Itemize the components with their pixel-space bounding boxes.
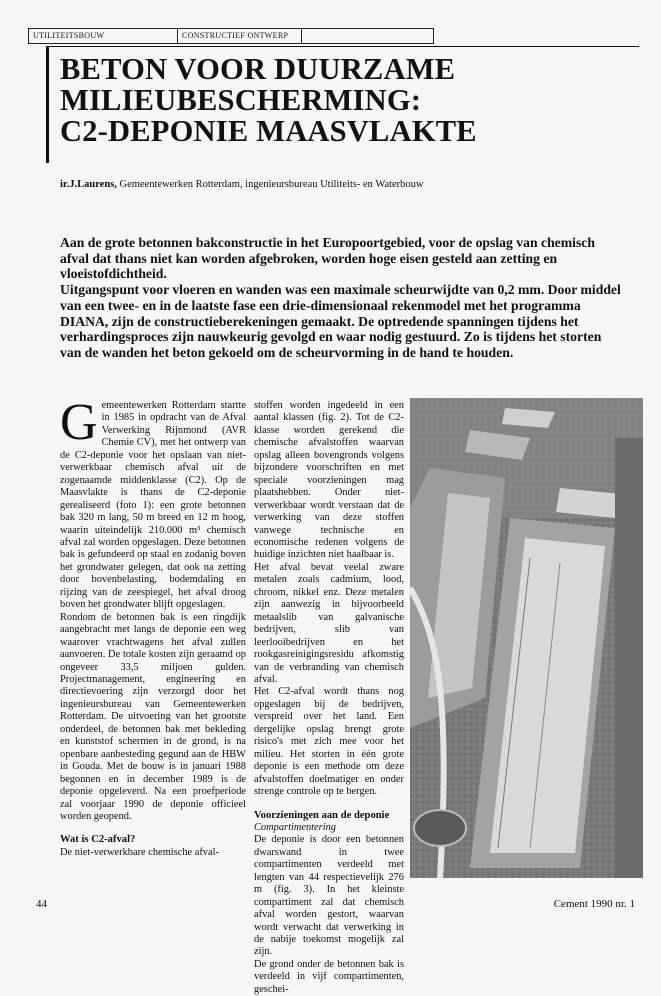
header-empty-cell — [302, 29, 433, 43]
paragraph-text: De niet-verwerkbare chemische afval- — [60, 846, 219, 858]
paragraph-text: Het C2-afval wordt thans nog opgeslagen bij de bedrijven, verspreid over het land. Een dergelijke opslag brengt grote risico's met zich mee voor het milieu. Het storten in één grote deponie is een methode om deze afvalstoffen doelmatiger en onder strenge controle op te bergen. — [254, 686, 404, 798]
lead-text-1: Aan de grote betonnen bakconstructie in het Europoortgebied, voor de opslag van chemisch afval dat thans niet kan worden afgebroken, worden hoge eisen gesteld aan zetting en vloeistofdichtheid. — [60, 235, 595, 282]
paragraph-text: De deponie is door een betonnen dwarswand in twee compartimenten verdeeld met lengten van 44 respectievelijk 276 m (fig. 3). In het kleinste compartiment zal dat chemisch afval worden gestort, waarvan wordt verwacht dat verwerking in de nabije toekomst mogelijk zal zijn. — [254, 834, 404, 958]
title-line-3: C2-DEPONIE MAASVLAKTE — [60, 114, 477, 148]
journal-footer: Cement 1990 nr. 1 — [553, 898, 635, 910]
article-title — [60, 54, 630, 147]
title-line-1: BETON VOOR DUURZAME — [60, 52, 456, 86]
page-number: 44 — [36, 898, 47, 910]
subsection-heading: Compartimentering — [254, 821, 336, 833]
paragraph-text: Het afval bevat veelal zware metalen zoals cadmium, lood, chroom, nikkel enz. Deze metalen zijn aanwezig in bijvoorbeeld metaalslib van galvanische bedrijven, slib van leerlooibedrijven en het rookgasreinigingsresidu afkomstig van de verbranding van chemisch afval. — [254, 561, 404, 685]
lead-paragraph — [60, 235, 626, 361]
title-line-2: MILIEUBESCHERMING: — [60, 83, 422, 117]
author-affiliation: Gemeentewerken Rotterdam, ingenieursbureau Utiliteits- en Waterbouw — [116, 179, 424, 190]
text-column-2 — [254, 400, 404, 996]
aerial-photo-image — [410, 398, 643, 878]
paragraph-text: De grond onder de betonnen bak is verdeeld in vijf compartimenten, geschei- — [254, 958, 404, 995]
section-header-bar — [28, 28, 434, 44]
author-name: ir.J.Laurens, — [60, 179, 117, 190]
text-column-1 — [60, 394, 246, 859]
paragraph-text: stoffen worden ingedeeld in een aantal klassen (fig. 2). Tot de C2-klasse worden gerekend die chemische afvalstoffen waarvan opslag alleen bovengronds volgens bijzondere voorschriften en met speciale voorzieningen mag plaatshebben. Onder niet-verwerkbaar wordt verstaan dat de verwerking van deze stoffen vanwege technische en economische redenen volgens de huidige inzichten niet haalbaar is. — [254, 400, 404, 561]
paragraph-text: emeentewerken Rotterdam startte in 1985 in opdracht van de Afval Verwerking Rijnmond (AVR Chemie CV), met het ontwerp van de C2-deponie voor het opslaan van niet-verwerkbaar chemisch afval uit de zogenaamde middenklasse (C2). Op de Maasvlakte is thans de C2-deponie gerealiseerd (foto 1): een grote betonnen bak 320 m lang, 50 m breed en 12 m hoog, waarin uiteindelijk 210.000 m³ chemisch afval zal worden opgeslagen. Deze betonnen bak is gefundeerd op staal en zodanig boven het grondwater gelegen, dat ook na zetting door bovenbelasting, bodemdaling en rijzing van de zeespiegel, het afval droog boven het grondwater blijft opgeslagen. — [60, 400, 246, 611]
intro-paragraph — [60, 394, 246, 612]
category-label: CONSTRUCTIEF ONTWERP — [178, 29, 302, 43]
section-heading: Wat is C2-afval? — [60, 834, 136, 846]
byline — [60, 179, 640, 190]
section-label: UTILITEITSBOUW — [29, 29, 178, 43]
paragraph-text: Rondom de betonnen bak is een ringdijk aangebracht met langs de deponie een weg waarover vrachtwagens het afval zullen aanvoeren. De totale kosten zijn geraamd op ongeveer 33,5 miljoen gulden. Projectmanagement, engineering en directievoering zijn verzorgd door het ingenieursbureau van Gemeentewerken Rotterdam. De uitvoering van het grootste onderdeel, de betonnen bak met bekleding en kunststof schermen in de grond, is na openbare aanbesteding gegund aan de HBW in Gouda. Met de bouw is in januari 1988 begonnen en in december 1989 is de deponie opgeleverd. Na een proefperiode zal voorjaar 1990 de deponie officieel worden geopend. — [60, 611, 246, 822]
drop-cap: G — [60, 394, 98, 451]
section-heading: Voorzieningen aan de deponie — [254, 809, 390, 821]
lead-text-2: Uitgangspunt voor vloeren en wanden was een maximale scheurwijdte van 0,2 mm. Door middel van een twee- en in de laatste fase een drie-dimensionaal rekenmodel met het programma DIANA, zijn de constructieberekeningen gemaakt. De optredende spanningen tijdens het verhardingsproces zijn nauwkeurig gevolgd en waar nodig gestuurd. Zo is tijdens het storten van de wanden het beton gekoeld om de scheurvorming in de hand te houden. — [60, 282, 621, 360]
aerial-photo — [410, 398, 643, 878]
